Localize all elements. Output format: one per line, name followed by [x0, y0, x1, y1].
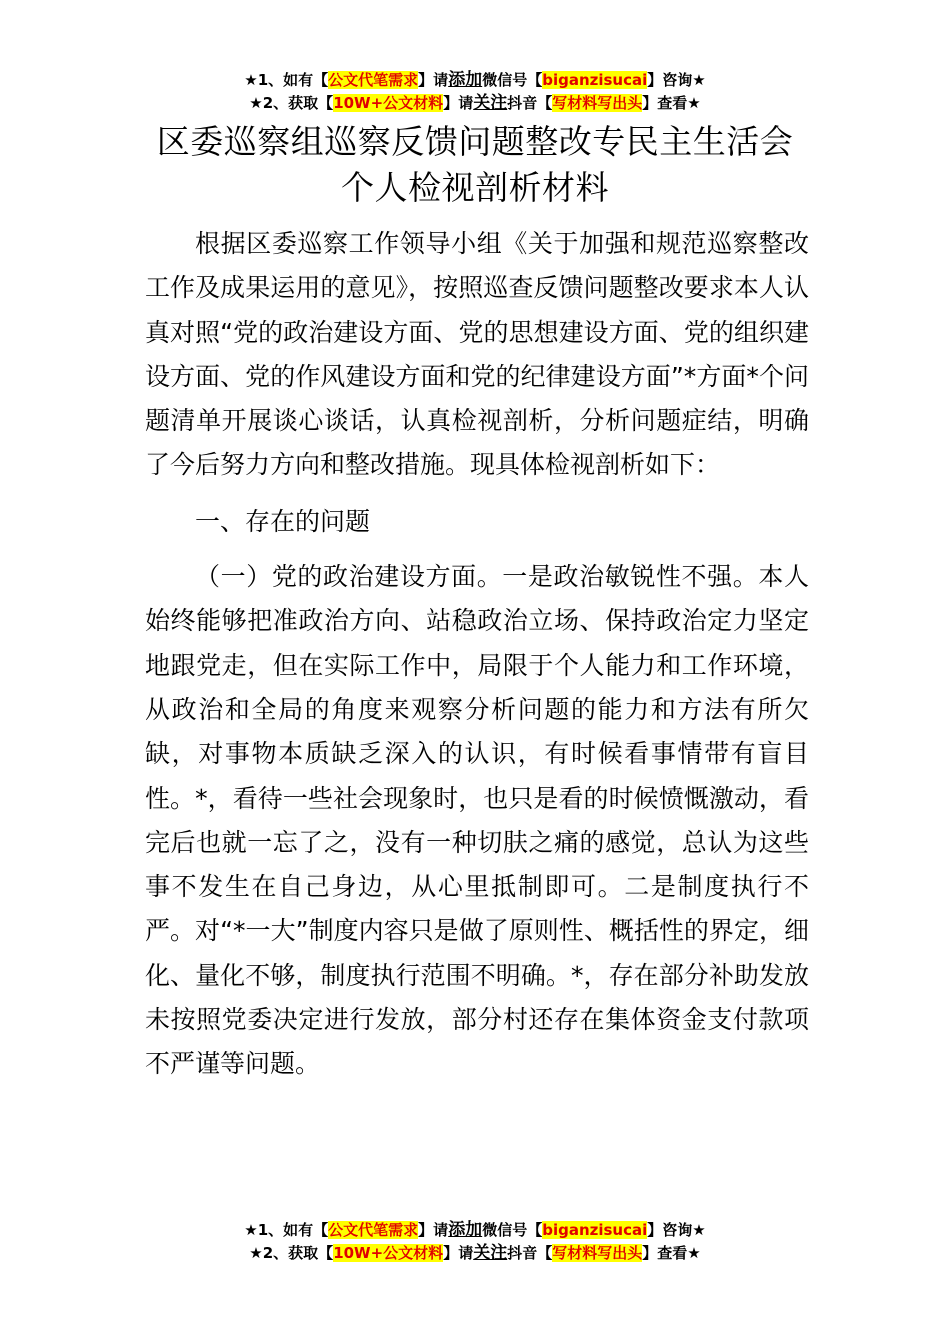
banner-emphasis: 关注: [473, 93, 508, 113]
banner-text: ★1、如有【: [244, 1221, 329, 1239]
banner-line-1: [0, 69, 950, 92]
banner-highlight: 10W+公文材料: [333, 94, 444, 112]
banner-emphasis: 关注: [473, 1243, 508, 1263]
banner-text: 】请: [443, 94, 474, 112]
banner-text: 抖音【: [507, 1244, 553, 1262]
document-title-line-2: 个人检视剖析材料: [341, 168, 609, 207]
political-building-paragraph: （一）党的政治建设方面。一是政治敏锐性不强。本人始终能够把准政治方向、站稳政治立场、保持政治定力坚定地跟党走，但在实际工作中，局限于个人能力和工作环境，从政治和全局的角度来观察分析问题的能力和方法有所欠缺，对事物本质缺乏深入的认识，有时候看事情带有盲目性。*，看待一些社会现象时，也只是看的时候愤慨激动，看完后也就一忘了之，没有一种切肤之痛的感觉，总认为这些事不发生在自己身边，从心里抵制即可。二是制度执行不严。对“*一大”制度内容只是做了原则性、概括性的界定，细化、量化不够，制度执行范围不明确。*，存在部分补助发放未按照党委决定进行发放，部分村还存在集体资金支付款项不严谨等问题。: [145, 562, 809, 1079]
banner-line-2: [0, 1242, 950, 1265]
banner-text: 】请: [418, 1221, 449, 1239]
banner-highlight: 10W+公文材料: [333, 1244, 444, 1262]
bottom-banner: [0, 1219, 950, 1265]
wechat-id: biganzisucai: [542, 71, 648, 89]
banner-text: ★2、获取【: [249, 1244, 334, 1262]
document-title-line-1: 区委巡察组巡察反馈问题整改专民主生活会: [156, 122, 794, 161]
douyin-account: 写材料写出头: [552, 94, 643, 112]
douyin-account: 写材料写出头: [552, 1244, 643, 1262]
banner-text: 】咨询★: [647, 1221, 706, 1239]
intro-paragraph: 根据区委巡察工作领导小组《关于加强和规范巡察整改工作及成果运用的意见》，按照巡查反馈问题整改要求本人认真对照“党的政治建设方面、党的思想建设方面、党的组织建设方面、党的作风建设方面和党的纪律建设方面”*方面*个问题清单开展谈心谈话，认真检视剖析，分析问题症结，明确了今后努力方向和整改措施。现具体检视剖析如下：: [145, 229, 809, 480]
banner-text: 抖音【: [507, 94, 553, 112]
banner-line-1: [0, 1219, 950, 1242]
banner-highlight: 公文代笔需求: [328, 71, 419, 89]
section-heading: 一、存在的问题: [195, 506, 371, 536]
banner-line-2: [0, 92, 950, 115]
banner-text: 微信号【: [482, 1221, 543, 1239]
banner-text: 】咨询★: [647, 71, 706, 89]
banner-emphasis: 添加: [448, 1220, 483, 1240]
banner-emphasis: 添加: [448, 70, 483, 90]
document-body: [145, 222, 809, 1087]
banner-text: 】请: [418, 71, 449, 89]
banner-text: ★2、获取【: [249, 94, 334, 112]
banner-text: ★1、如有【: [244, 71, 329, 89]
banner-text: 】查看★: [642, 94, 701, 112]
banner-text: 】请: [443, 1244, 474, 1262]
wechat-id: biganzisucai: [542, 1221, 648, 1239]
top-banner: [0, 69, 950, 115]
banner-text: 微信号【: [482, 71, 543, 89]
banner-highlight: 公文代笔需求: [328, 1221, 419, 1239]
banner-text: 】查看★: [642, 1244, 701, 1262]
